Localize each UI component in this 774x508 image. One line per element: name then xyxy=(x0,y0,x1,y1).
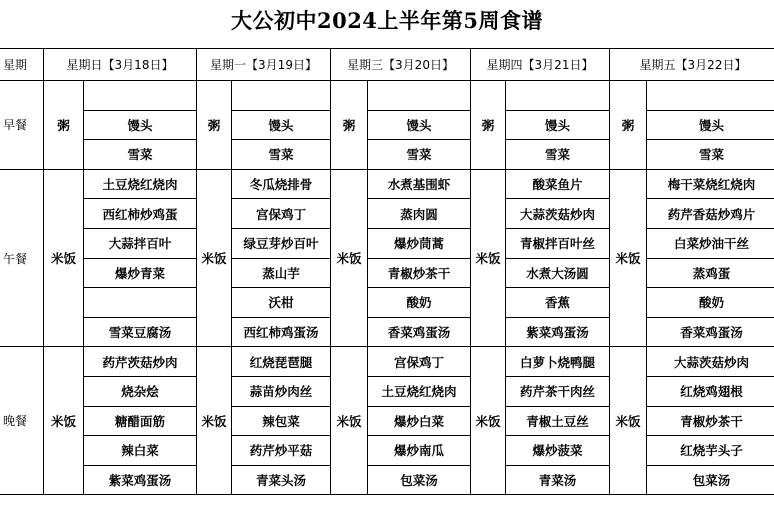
dish-cell: 青椒炒茶干 xyxy=(647,406,774,436)
dish-cell: 雪菜 xyxy=(368,140,471,170)
table-row xyxy=(0,140,774,170)
dish-cell: 爆炒菠菜 xyxy=(506,436,610,466)
dish-cell: 雪菜 xyxy=(647,140,774,170)
dish-cell: 青菜汤 xyxy=(506,465,610,495)
dish-cell xyxy=(232,81,331,111)
header-row xyxy=(0,49,774,81)
dish-cell: 大蒜茨菇炒肉 xyxy=(506,199,610,229)
dish-cell: 梅干菜烧红烧肉 xyxy=(647,169,774,199)
day-header: 星期三【3月20日】 xyxy=(331,49,471,81)
staple-cell: 米饭 xyxy=(197,347,232,495)
staple-cell: 粥 xyxy=(471,81,506,170)
dish-cell: 包菜汤 xyxy=(368,465,471,495)
dish-cell: 酸菜鱼片 xyxy=(506,169,610,199)
dish-cell: 香蕉 xyxy=(506,288,610,318)
dish-cell: 蒜苗炒肉丝 xyxy=(232,376,331,406)
dish-cell: 辣包菜 xyxy=(232,406,331,436)
dish-cell: 药芹茨菇炒肉 xyxy=(84,347,197,377)
dish-cell: 馒头 xyxy=(84,110,197,140)
dish-cell: 馒头 xyxy=(647,110,774,140)
table-row xyxy=(0,465,774,495)
staple-cell: 粥 xyxy=(610,81,647,170)
dish-cell: 紫菜鸡蛋汤 xyxy=(506,317,610,347)
table-row xyxy=(0,81,774,111)
dish-cell: 绿豆芽炒百叶 xyxy=(232,228,331,258)
staple-cell: 粥 xyxy=(44,81,84,170)
dish-cell: 爆炒茼蒿 xyxy=(368,228,471,258)
dinner-label: 晚餐 xyxy=(0,347,44,495)
table-row xyxy=(0,436,774,466)
table-row xyxy=(0,258,774,288)
dish-cell: 辣白菜 xyxy=(84,436,197,466)
dish-cell: 宫保鸡丁 xyxy=(368,347,471,377)
dish-cell: 包菜汤 xyxy=(647,465,774,495)
staple-cell: 米饭 xyxy=(610,169,647,347)
day-header: 星期一【3月19日】 xyxy=(197,49,331,81)
staple-cell: 米饭 xyxy=(331,169,368,347)
dish-cell: 青椒炒茶干 xyxy=(368,258,471,288)
dish-cell: 红烧芋头子 xyxy=(647,436,774,466)
period-header: 星期 xyxy=(0,49,44,81)
staple-cell: 米饭 xyxy=(610,347,647,495)
staple-cell: 粥 xyxy=(197,81,232,170)
dish-cell xyxy=(368,81,471,111)
dish-cell: 馒头 xyxy=(368,110,471,140)
dish-cell: 蒸鸡蛋 xyxy=(647,258,774,288)
dish-cell: 馒头 xyxy=(506,110,610,140)
dish-cell: 土豆烧红烧肉 xyxy=(84,169,197,199)
dish-cell: 红烧琵琶腿 xyxy=(232,347,331,377)
staple-cell: 米饭 xyxy=(44,169,84,347)
day-header: 星期四【3月21日】 xyxy=(471,49,610,81)
dish-cell: 爆炒南瓜 xyxy=(368,436,471,466)
dish-cell: 雪菜 xyxy=(84,140,197,170)
dish-cell: 糖醋面筋 xyxy=(84,406,197,436)
dish-cell: 香菜鸡蛋汤 xyxy=(368,317,471,347)
dish-cell: 土豆烧红烧肉 xyxy=(368,376,471,406)
dish-cell: 青椒拌百叶丝 xyxy=(506,228,610,258)
table-row xyxy=(0,288,774,318)
dish-cell: 药芹炒平菇 xyxy=(232,436,331,466)
table-row xyxy=(0,347,774,377)
dish-cell: 雪菜 xyxy=(232,140,331,170)
dish-cell: 爆炒青菜 xyxy=(84,258,197,288)
dish-cell: 沃柑 xyxy=(232,288,331,318)
staple-cell: 米饭 xyxy=(471,169,506,347)
menu-table xyxy=(0,48,774,495)
dish-cell: 爆炒白菜 xyxy=(368,406,471,436)
dish-cell: 西红柿鸡蛋汤 xyxy=(232,317,331,347)
dish-cell: 酸奶 xyxy=(647,288,774,318)
dish-cell: 水煮基围虾 xyxy=(368,169,471,199)
day-header: 星期日【3月18日】 xyxy=(44,49,197,81)
table-row xyxy=(0,228,774,258)
dish-cell: 红烧鸡翅根 xyxy=(647,376,774,406)
dish-cell: 蒸肉圆 xyxy=(368,199,471,229)
dish-cell: 冬瓜烧排骨 xyxy=(232,169,331,199)
dish-cell: 白菜炒油干丝 xyxy=(647,228,774,258)
page-title: 大公初中2024上半年第5周食谱 xyxy=(230,8,544,33)
table-row xyxy=(0,376,774,406)
dish-cell xyxy=(506,81,610,111)
dish-cell: 白萝卜烧鸭腿 xyxy=(506,347,610,377)
breakfast-label: 早餐 xyxy=(0,81,44,170)
staple-cell: 米饭 xyxy=(471,347,506,495)
dish-cell: 蒸山芋 xyxy=(232,258,331,288)
dish-cell: 青椒土豆丝 xyxy=(506,406,610,436)
dish-cell: 馒头 xyxy=(232,110,331,140)
dish-cell xyxy=(647,81,774,111)
table-row xyxy=(0,169,774,199)
dish-cell: 烧杂烩 xyxy=(84,376,197,406)
dish-cell: 西红柿炒鸡蛋 xyxy=(84,199,197,229)
table-row xyxy=(0,110,774,140)
dish-cell xyxy=(84,81,197,111)
staple-cell: 米饭 xyxy=(331,347,368,495)
dish-cell: 青菜头汤 xyxy=(232,465,331,495)
dish-cell: 药芹茶干肉丝 xyxy=(506,376,610,406)
dish-cell xyxy=(84,288,197,318)
dish-cell: 大蒜拌百叶 xyxy=(84,228,197,258)
lunch-label: 午餐 xyxy=(0,169,44,347)
dish-cell: 雪菜 xyxy=(506,140,610,170)
table-row xyxy=(0,406,774,436)
table-row xyxy=(0,199,774,229)
dish-cell: 大蒜茨菇炒肉 xyxy=(647,347,774,377)
dish-cell: 香菜鸡蛋汤 xyxy=(647,317,774,347)
dish-cell: 水煮大汤圆 xyxy=(506,258,610,288)
dish-cell: 雪菜豆腐汤 xyxy=(84,317,197,347)
day-header: 星期五【3月22日】 xyxy=(610,49,774,81)
staple-cell: 米饭 xyxy=(44,347,84,495)
dish-cell: 药芹香菇炒鸡片 xyxy=(647,199,774,229)
table-row xyxy=(0,317,774,347)
dish-cell: 紫菜鸡蛋汤 xyxy=(84,465,197,495)
dish-cell: 酸奶 xyxy=(368,288,471,318)
staple-cell: 米饭 xyxy=(197,169,232,347)
staple-cell: 粥 xyxy=(331,81,368,170)
dish-cell: 宫保鸡丁 xyxy=(232,199,331,229)
